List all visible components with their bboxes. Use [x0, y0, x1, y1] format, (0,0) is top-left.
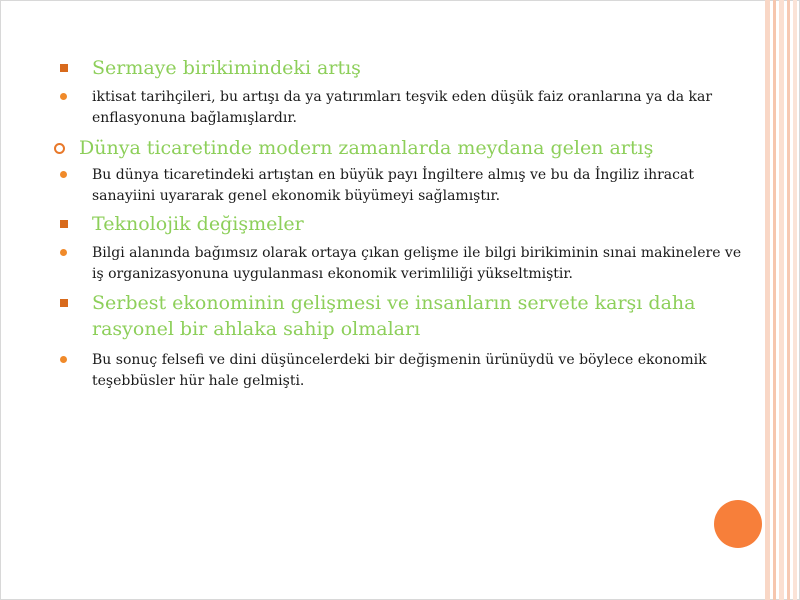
body-item: [56, 87, 746, 129]
decorative-stripe: [787, 0, 790, 600]
heading-item: [56, 290, 746, 342]
decorative-stripe: [765, 0, 770, 600]
body-text: Bu dünya ticaretindeki artıştan en büyük payı İngiltere almış ve bu da İngiliz ihracat sanayiini uyararak genel ekonomik büyümeyi sağlamıştır.: [92, 167, 694, 204]
slide-content: [56, 55, 746, 392]
heading-text: Sermaye birikimindeki artış: [92, 57, 361, 79]
square-bullet-icon: [60, 64, 68, 72]
heading-item: [54, 135, 746, 161]
decorative-stripe: [793, 0, 797, 600]
body-item: [56, 350, 746, 392]
body-text: iktisat tarihçileri, bu artışı da ya yatırımları teşvik eden düşük faiz oranlarına ya da kar enflasyonuna bağlamışlardır.: [92, 89, 713, 126]
dot-bullet-icon: [60, 249, 67, 256]
decorative-stripe: [773, 0, 776, 600]
heading-text: Dünya ticaretinde modern zamanlarda meydana gelen artış: [79, 137, 654, 159]
decorative-stripe: [779, 0, 784, 600]
body-text: Bu sonuç felsefi ve dini düşüncelerdeki bir değişmenin ürünüydü ve böylece ekonomik teşebbüsler hür hale gelmişti.: [92, 352, 707, 389]
dot-bullet-icon: [60, 356, 67, 363]
accent-circle-icon: [714, 500, 762, 548]
heading-text: Serbest ekonominin gelişmesi ve insanların servete karşı daha rasyonel bir ahlaka sahip olmaları: [92, 292, 696, 340]
body-item: [56, 165, 746, 207]
heading-item: [56, 55, 746, 81]
dot-bullet-icon: [60, 171, 67, 178]
dot-bullet-icon: [60, 93, 67, 100]
heading-text: Teknolojik değişmeler: [92, 213, 304, 235]
square-bullet-icon: [60, 299, 68, 307]
square-bullet-icon: [60, 220, 68, 228]
ring-bullet-icon: [54, 143, 65, 154]
body-text: Bilgi alanında bağımsız olarak ortaya çıkan gelişme ile bilgi birikiminin sınai makinelere ve iş organizasyonuna uygulanması ekonomik verimliliği yükseltmiştir.: [92, 245, 742, 282]
body-item: [56, 243, 746, 285]
heading-item: [56, 211, 746, 237]
